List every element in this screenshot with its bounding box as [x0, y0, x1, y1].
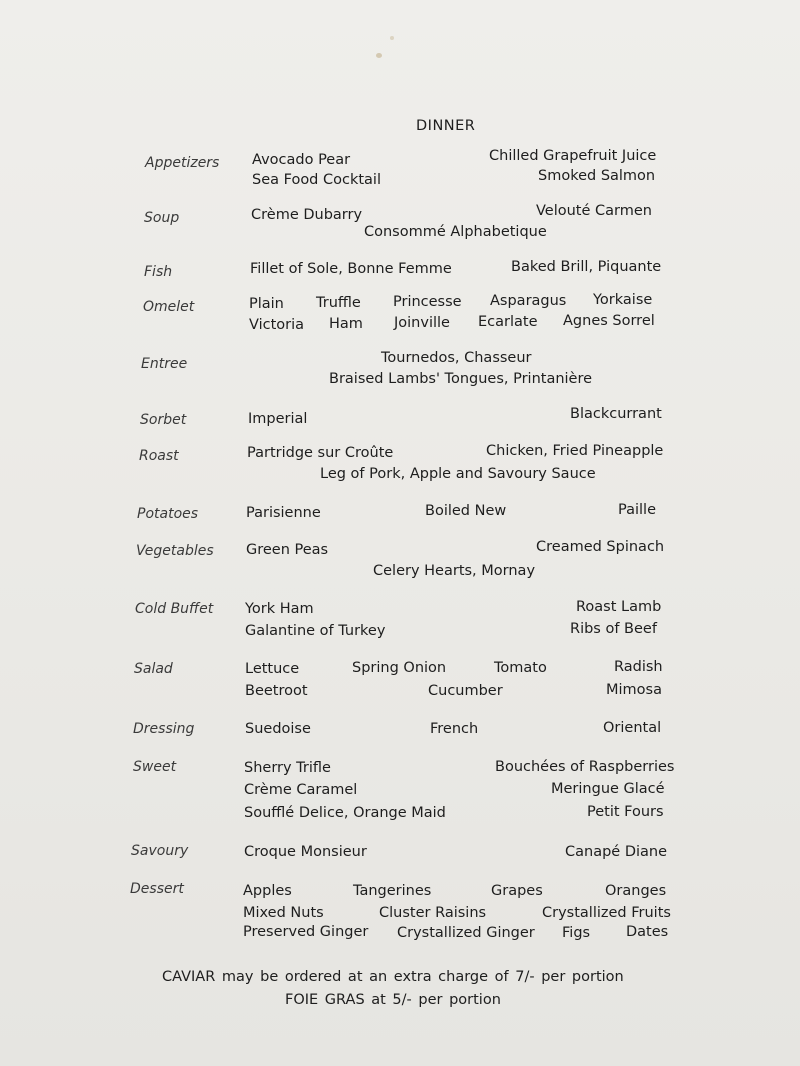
menu-item: Tournedos, Chasseur — [381, 350, 532, 366]
menu-item: French — [430, 721, 479, 737]
menu-item: Croque Monsieur — [244, 844, 367, 860]
menu-item: Joinville — [394, 315, 450, 331]
menu-item: Tomato — [494, 660, 547, 676]
menu-item: Spring Onion — [352, 660, 447, 676]
menu-item: Sherry Trifle — [244, 760, 331, 776]
menu-item: Paille — [618, 502, 656, 518]
menu-item: Canapé Diane — [565, 844, 668, 860]
category-vegetables: Vegetables — [136, 543, 214, 559]
menu-item: Creamed Spinach — [536, 539, 665, 555]
category-savoury: Savoury — [131, 843, 189, 859]
menu-item: Preserved Ginger — [243, 924, 369, 940]
menu-item: Sea Food Cocktail — [252, 172, 381, 188]
menu-item: Plain — [249, 296, 284, 312]
menu-item: Asparagus — [490, 293, 567, 309]
category-sweet: Sweet — [133, 759, 177, 775]
menu-item: Parisienne — [246, 505, 321, 521]
category-sorbet: Sorbet — [140, 412, 187, 428]
menu-item: Blackcurrant — [570, 406, 662, 422]
menu-item: Beetroot — [245, 683, 308, 699]
menu-item: Victoria — [249, 317, 305, 333]
menu-item: Cucumber — [428, 683, 503, 699]
menu-item: Oriental — [603, 720, 662, 736]
menu-item: Dates — [626, 924, 669, 940]
menu-item: Ecarlate — [478, 314, 538, 330]
menu-item: Galantine of Turkey — [245, 623, 386, 639]
menu-item: Green Peas — [246, 542, 329, 558]
menu-item: Boiled New — [425, 503, 507, 519]
menu-item: Consommé Alphabetique — [364, 224, 547, 240]
menu-item: Suedoise — [245, 721, 311, 737]
category-entree: Entree — [141, 356, 188, 372]
menu-item: Baked Brill, Piquante — [511, 259, 662, 275]
menu-item: Ribs of Beef — [570, 621, 657, 637]
category-omelet: Omelet — [143, 299, 195, 315]
menu-item: Chicken, Fried Pineapple — [486, 443, 664, 459]
menu-item: Meringue Glacé — [551, 781, 665, 797]
paper-stain — [390, 36, 394, 40]
category-roast: Roast — [139, 448, 179, 464]
menu-item: Lettuce — [245, 661, 300, 677]
menu-item: Figs — [562, 925, 591, 941]
category-fish: Fish — [144, 264, 173, 280]
menu-item: Crystallized Ginger — [397, 925, 535, 941]
paper-stain — [376, 53, 382, 58]
category-potatoes: Potatoes — [137, 506, 199, 522]
menu-item: Soufflé Delice, Orange Maid — [244, 805, 446, 821]
menu-item: Partridge sur Croûte — [247, 445, 394, 461]
menu-item: Chilled Grapefruit Juice — [489, 148, 657, 164]
menu-item: Cluster Raisins — [379, 905, 487, 921]
category-dessert: Dessert — [130, 881, 184, 897]
menu-item: Mixed Nuts — [243, 905, 324, 921]
menu-item: Celery Hearts, Mornay — [373, 563, 536, 579]
menu-item: Crystallized Fruits — [542, 905, 671, 921]
caviar-note: CAVIAR may be ordered at an extra charge of 7/- per portion — [162, 969, 624, 985]
menu-item: Mimosa — [606, 682, 662, 698]
menu-item: York Ham — [245, 601, 314, 617]
menu-item: Crème Dubarry — [251, 207, 363, 223]
menu-item: Grapes — [491, 883, 543, 899]
menu-item: Truffle — [316, 295, 361, 311]
menu-item: Tangerines — [353, 883, 432, 899]
foie-gras-note: FOIE GRAS at 5/- per portion — [285, 992, 501, 1008]
menu-item: Crème Caramel — [244, 782, 358, 798]
menu-item: Leg of Pork, Apple and Savoury Sauce — [320, 466, 596, 482]
menu-title: DINNER — [416, 118, 476, 134]
menu-item: Avocado Pear — [252, 152, 351, 168]
menu-item: Ham — [329, 316, 363, 332]
menu-item: Fillet of Sole, Bonne Femme — [250, 261, 452, 277]
menu-item: Radish — [614, 659, 663, 675]
menu-item: Agnes Sorrel — [563, 313, 655, 329]
category-salad: Salad — [134, 661, 173, 677]
menu-item: Bouchées of Raspberries — [495, 759, 675, 775]
menu-item: Imperial — [248, 411, 308, 427]
category-cold-buffet: Cold Buffet — [135, 601, 214, 617]
category-appetizers: Appetizers — [145, 155, 220, 171]
menu-item: Oranges — [605, 883, 667, 899]
menu-item: Yorkaise — [593, 292, 653, 308]
menu-item: Smoked Salmon — [538, 168, 656, 184]
category-soup: Soup — [144, 210, 180, 226]
category-dressing: Dressing — [133, 721, 195, 737]
menu-item: Roast Lamb — [576, 599, 662, 615]
menu-item: Princesse — [393, 294, 462, 310]
menu-item: Velouté Carmen — [536, 203, 652, 219]
menu-item: Apples — [243, 883, 292, 899]
menu-item: Braised Lambs' Tongues, Printanière — [329, 371, 593, 387]
menu-item: Petit Fours — [587, 804, 664, 820]
